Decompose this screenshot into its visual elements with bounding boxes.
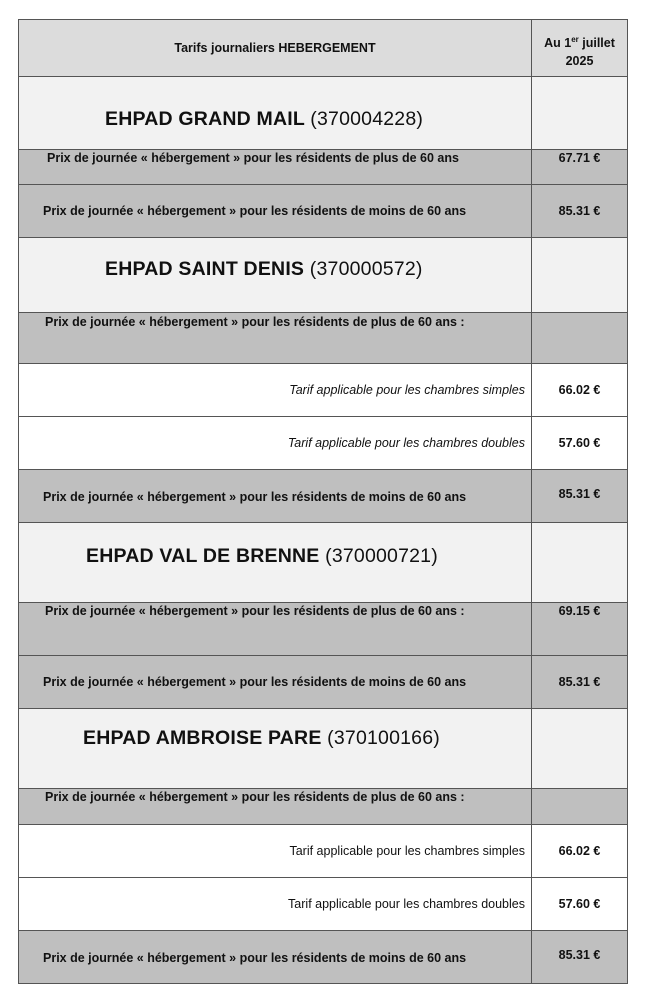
- header-date-sup: er: [571, 34, 579, 44]
- price-row-moins60: [19, 931, 628, 984]
- header-date-year: 2025: [565, 53, 594, 68]
- doubles-label: Tarif applicable pour les chambres doubles: [19, 417, 532, 470]
- ehpad-name: EHPAD AMBROISE PARE: [83, 727, 322, 749]
- ehpad-section-row: [19, 77, 628, 150]
- ehpad-code: (370000572): [309, 258, 423, 280]
- simples-label: Tarif applicable pour les chambres simples: [19, 364, 532, 417]
- price-row-plus60: [19, 313, 628, 364]
- header-title: Tarifs journaliers HEBERGEMENT: [19, 20, 532, 77]
- plus60-price-empty: [532, 789, 628, 825]
- header-date: [532, 20, 628, 77]
- plus60-label: Prix de journée « hébergement » pour les résidents de plus de 60 ans :: [19, 789, 532, 825]
- ehpad-section-row: [19, 709, 628, 789]
- header-date-suffix: juillet: [578, 35, 615, 50]
- moins60-price: 85.31 €: [532, 931, 628, 984]
- price-row-simples: [19, 825, 628, 878]
- plus60-price: 67.71 €: [532, 150, 628, 185]
- ehpad-name: EHPAD GRAND MAIL: [105, 107, 305, 130]
- ehpad-code: (370000721): [325, 545, 438, 567]
- ehpad-name: EHPAD SAINT DENIS: [105, 258, 305, 280]
- simples-price: 66.02 €: [532, 364, 628, 417]
- ehpad-name-cell: [19, 77, 532, 150]
- moins60-label: Prix de journée « hébergement » pour les résidents de moins de 60 ans: [19, 656, 532, 709]
- ehpad-name-cell: [19, 709, 532, 789]
- simples-price: 66.02 €: [532, 825, 628, 878]
- plus60-label: Prix de journée « hébergement » pour les résidents de plus de 60 ans: [19, 150, 532, 185]
- moins60-label: Prix de journée « hébergement » pour les résidents de moins de 60 ans: [19, 185, 532, 238]
- moins60-price: 85.31 €: [532, 656, 628, 709]
- ehpad-name: EHPAD VAL DE BRENNE: [86, 545, 320, 567]
- price-row-plus60: [19, 603, 628, 656]
- header-date-prefix: Au 1: [544, 35, 572, 50]
- plus60-price: 69.15 €: [532, 603, 628, 656]
- plus60-label: Prix de journée « hébergement » pour les résidents de plus de 60 ans :: [19, 313, 532, 364]
- header-row: [19, 20, 628, 77]
- moins60-price: 85.31 €: [532, 470, 628, 523]
- price-row-plus60: [19, 150, 628, 185]
- price-row-moins60: [19, 470, 628, 523]
- plus60-label: Prix de journée « hébergement » pour les résidents de plus de 60 ans :: [19, 603, 532, 656]
- ehpad-price-empty: [532, 238, 628, 313]
- ehpad-price-empty: [532, 523, 628, 603]
- doubles-price: 57.60 €: [532, 417, 628, 470]
- price-row-plus60: [19, 789, 628, 825]
- ehpad-section-row: [19, 238, 628, 313]
- simples-label: Tarif applicable pour les chambres simples: [19, 825, 532, 878]
- price-row-simples: [19, 364, 628, 417]
- price-row-doubles: [19, 878, 628, 931]
- moins60-label: Prix de journée « hébergement » pour les résidents de moins de 60 ans: [19, 931, 532, 984]
- price-row-doubles: [19, 417, 628, 470]
- ehpad-code: (370100166): [327, 727, 440, 749]
- doubles-price: 57.60 €: [532, 878, 628, 931]
- ehpad-code: (370004228): [310, 107, 424, 130]
- doubles-label: Tarif applicable pour les chambres doubles: [19, 878, 532, 931]
- ehpad-section-row: [19, 523, 628, 603]
- tarifs-table: [18, 19, 628, 984]
- ehpad-price-empty: [532, 709, 628, 789]
- ehpad-name-cell: [19, 523, 532, 603]
- ehpad-name-cell: [19, 238, 532, 313]
- ehpad-price-empty: [532, 77, 628, 150]
- moins60-price: 85.31 €: [532, 185, 628, 238]
- plus60-price-empty: [532, 313, 628, 364]
- moins60-label: Prix de journée « hébergement » pour les résidents de moins de 60 ans: [19, 470, 532, 523]
- price-row-moins60: [19, 656, 628, 709]
- price-row-moins60: [19, 185, 628, 238]
